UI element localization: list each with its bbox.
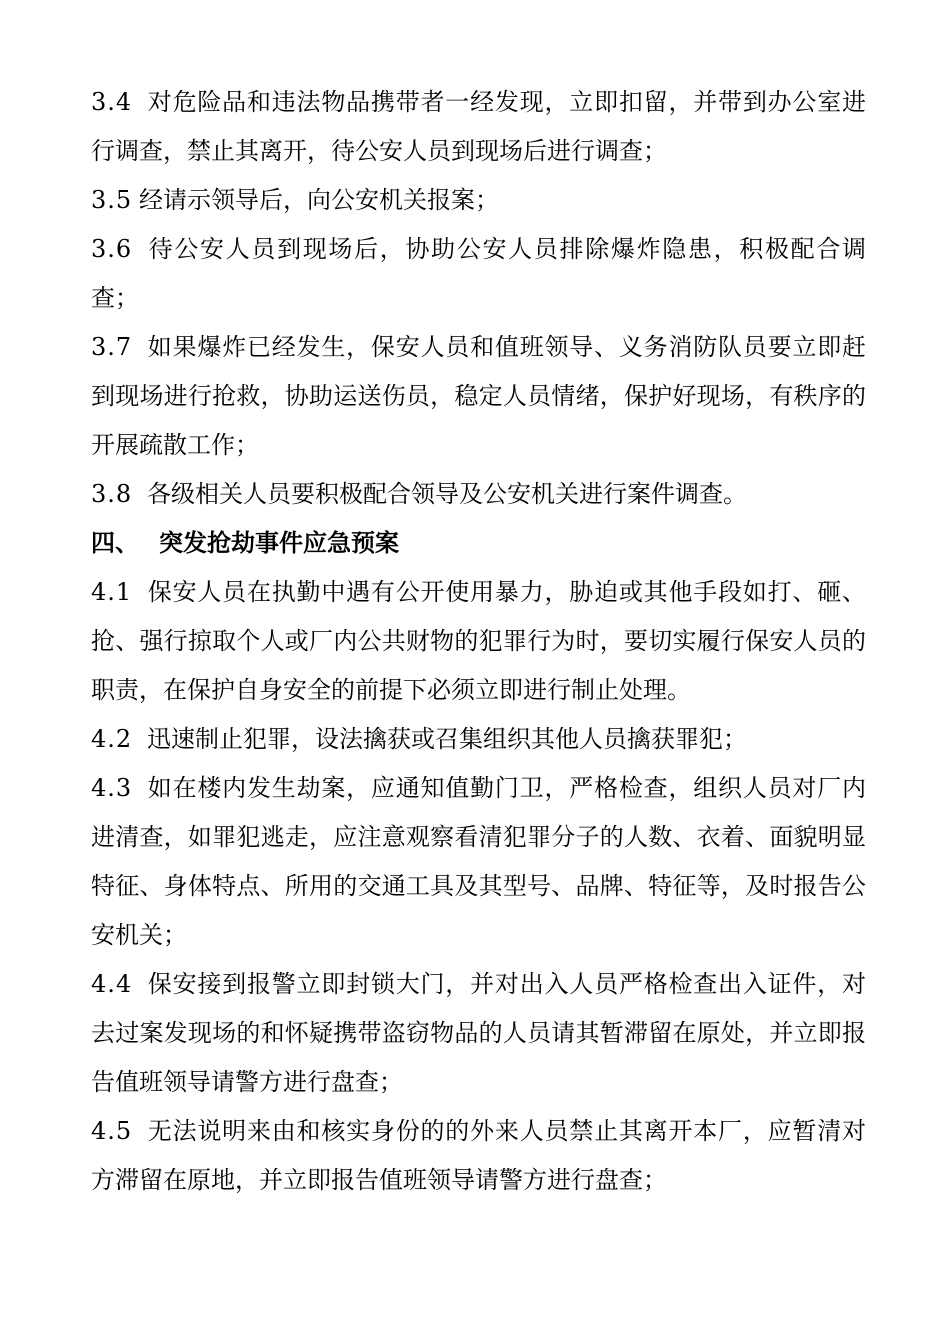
clause-number: 4.1 (91, 578, 133, 606)
section-title: 突发抢劫事件应急预案 (159, 529, 399, 557)
clause-3-8 (91, 470, 866, 519)
clause-number: 4.2 (91, 725, 133, 753)
document-body (91, 78, 866, 1205)
clause-text: 对危险品和违法物品携带者一经发现，立即扣留，并带到办公室进行调查，禁止其离开，待公安人员到现场后进行调查； (91, 88, 866, 165)
clause-text: 如果爆炸已经发生，保安人员和值班领导、义务消防队员要立即赶到现场进行抢救，协助运送伤员，稳定人员情绪，保护好现场，有秩序的开展疏散工作； (91, 333, 866, 459)
clause-text: 迅速制止犯罪，设法擒获或召集组织其他人员擒获罪犯； (147, 725, 747, 753)
clause-number: 3.7 (91, 333, 133, 361)
clause-4-4 (91, 960, 866, 1107)
section-number: 四、 (91, 529, 139, 557)
clause-text: 保安人员在执勤中遇有公开使用暴力，胁迫或其他手段如打、砸、抢、强行掠取个人或厂内公共财物的犯罪行为时，要切实履行保安人员的职责，在保护自身安全的前提下必须立即进行制止处理。 (91, 578, 866, 704)
clause-number: 3.8 (91, 480, 133, 508)
section-heading (91, 519, 866, 568)
clause-3-7 (91, 323, 866, 470)
clause-number: 4.4 (91, 970, 133, 998)
clause-4-5 (91, 1107, 866, 1205)
clause-3-5 (91, 176, 866, 225)
clause-text: 如在楼内发生劫案，应通知值勤门卫，严格检查，组织人员对厂内进清查，如罪犯逃走，应注意观察看清犯罪分子的人数、衣着、面貌明显特征、身体特点、所用的交通工具及其型号、品牌、特征等，及时报告公安机关； (91, 774, 866, 949)
clause-number: 3.5 (91, 186, 133, 214)
clause-text: 无法说明来由和核实身份的的外来人员禁止其离开本厂，应暂清对方滞留在原地，并立即报告值班领导请警方进行盘查； (91, 1117, 866, 1194)
clause-text: 保安接到报警立即封锁大门，并对出入人员严格检查出入证件，对去过案发现场的和怀疑携带盗窃物品的人员请其暂滞留在原处，并立即报告值班领导请警方进行盘查； (91, 970, 866, 1096)
clause-4-1 (91, 568, 866, 715)
clause-number: 4.3 (91, 774, 133, 802)
clause-number: 4.5 (91, 1117, 133, 1145)
clause-4-3 (91, 764, 866, 960)
clause-4-2 (91, 715, 866, 764)
clause-text: 各级相关人员要积极配合领导及公安机关进行案件调查。 (147, 480, 747, 508)
clause-3-6 (91, 225, 866, 323)
clause-text: 待公安人员到现场后，协助公安人员排除爆炸隐患，积极配合调查； (91, 235, 866, 312)
clause-number: 3.4 (91, 88, 133, 116)
clause-3-4 (91, 78, 866, 176)
clause-text: 经请示领导后，向公安机关报案； (139, 186, 499, 214)
clause-number: 3.6 (91, 235, 133, 263)
